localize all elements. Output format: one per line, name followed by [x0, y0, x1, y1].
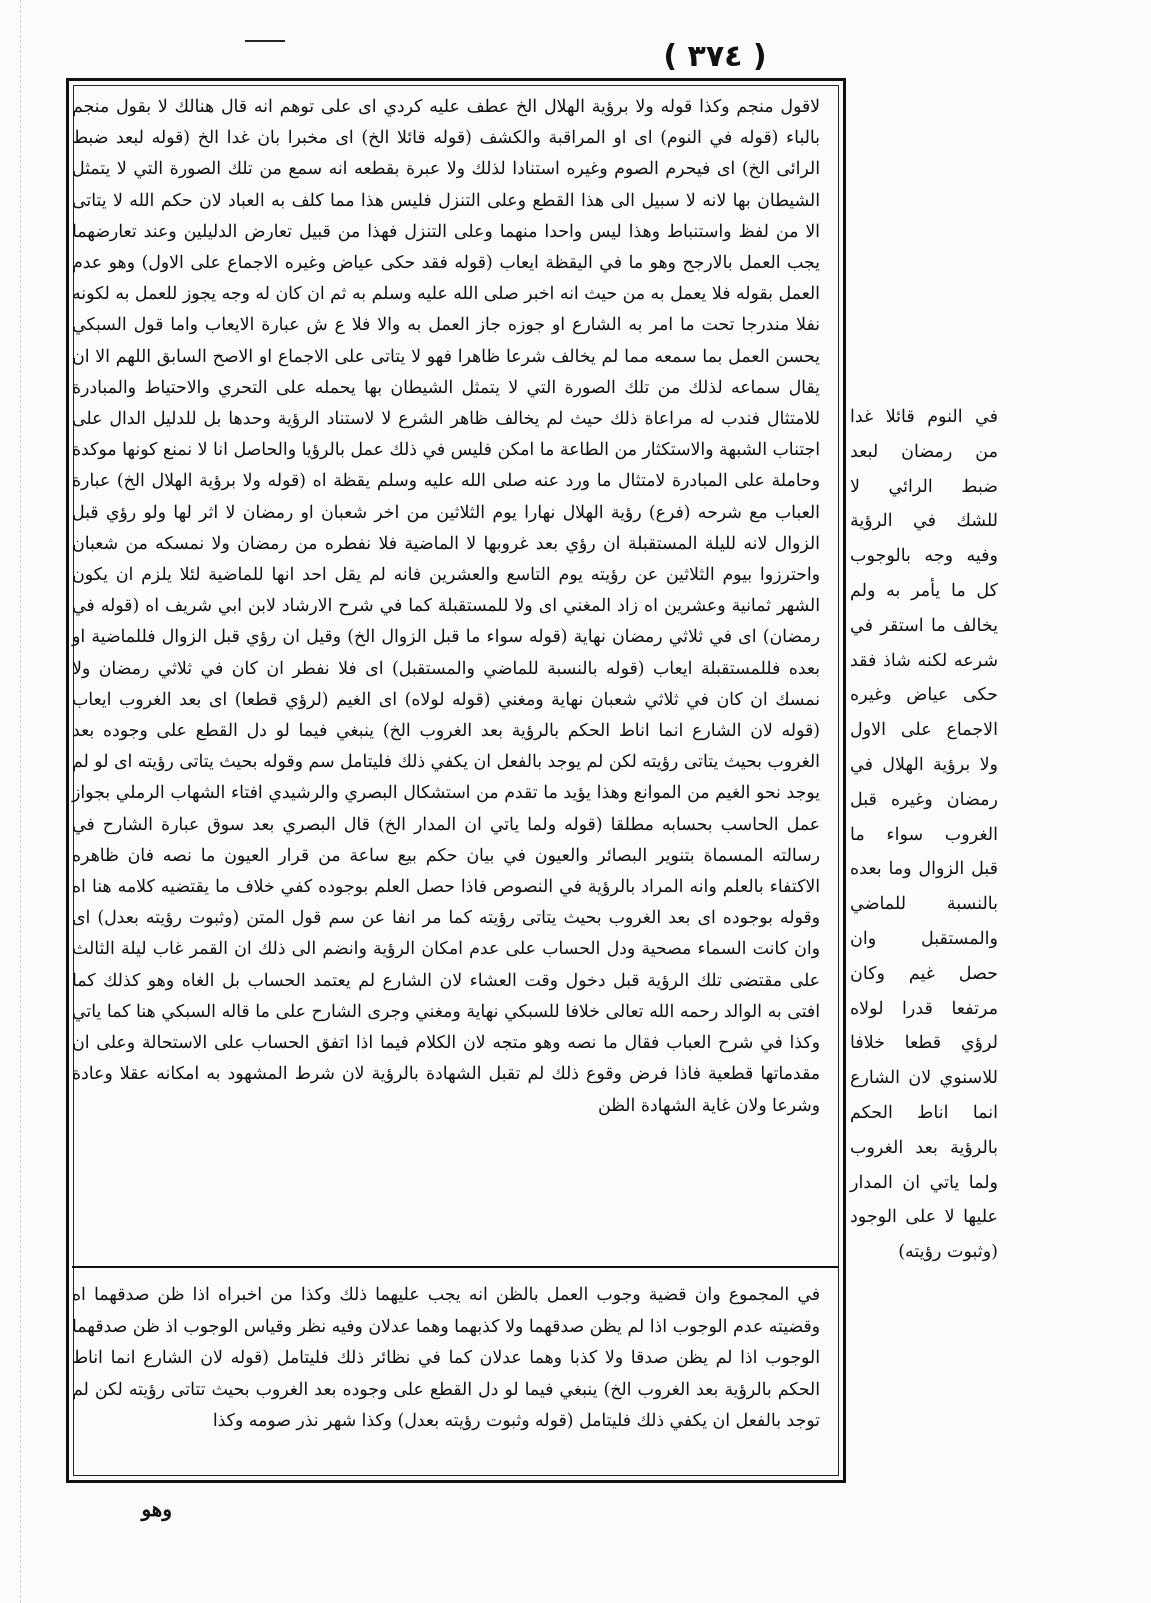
page-number: ( ٣٧٤ ) [663, 39, 767, 74]
catchword: وهو [141, 1497, 172, 1521]
footnote-divider [72, 1266, 838, 1268]
margin-matn-text: في النوم قائلا غدا من رمضان لبعد ضبط الرائي لا للشك في الرؤية وفيه وجه بالوجوب كل ما يأمر به ولم يخالف ما استقر في شرعه لكنه شاذ فقد حكى عياض وغيره الاجماع على الاول ولا برؤية الهلال في رمضان وغيره قبل الغروب سواء ما قبل الزوال وما بعده بالنسبة للماضي والمستقبل وان حصل غيم وكان مرتفعا قدرا لولاه لرؤي قطعا خلافا للاسنوي لان الشارع انما اناط الحكم بالرؤية بعد الغروب ولما ياتي ان المدار عليها لا على الوجود (وثبوت رؤيته) [850, 407, 998, 1263]
footnote-text: في المجموع وان قضية وجوب العمل بالظن انه يجب عليهما ذلك وكذا من اخبراه اذا ظن صدقهما اه وقضيته عدم الوجوب اذا لم يظن صدقهما ولا كذبهما وهما عدلان وفيه نظر وقياس الوجوب اذ ظن صدقهما الوجوب اذا لم يظن صدقا ولا كذبا وهما عدلان كما في نظائر ذلك فليتامل (قوله لان الشارع انما اناط الحكم بالرؤية بعد الغروب الخ) ينبغي فيما لو دل القطع على وجوده بعد الغروب بحيث تتاتى رؤيته لكن لم توجد بالفعل ان يكفي ذلك فليتامل (قوله وثبوت رؤيته بعدل) وكذا شهر نذر صومه وكذا [72, 1285, 820, 1431]
main-commentary-text: لاقول منجم وكذا قوله ولا برؤية الهلال الخ عطف عليه كردي اى على توهم انه قال هنالك لا بقول منجم بالباء (قوله في النوم) اى او المراقبة والكشف (قوله قائلا الخ) اى مخبرا بان غدا الخ (قوله لبعد ضبط الرائى الخ) اى فيحرم الصوم وغيره استنادا لذلك ولا عبرة بقطعه انه سمع من تلك الصورة التي لا يتمثل الشيطان بها لانه لا سبيل الى هذا القطع وعلى التنزل فليس هذا مما كلف به العباد لان حكم الله لا يتاتى الا من لفظ واستنباط وهذا ليس واحدا منهما وعلى التنزل فهذا من قبيل تعارض الدليلين وعند تعارضهما يجب العمل بالارجح وهو ما في اليقظة ايعاب (قوله فقد حكى عياض وغيره الاجماع على الاول) وهو عدم العمل بقوله فلا يعمل به من حيث انه اخبر صلى الله عليه وسلم به ثم ان كان له وجه يجوز للعمل به لكونه نفلا مندرجا تحت ما امر به الشارع او جوزه جاز العمل به والا فلا ع ش عبارة الايعاب واما قول السبكي يحسن العمل بما سمعه مما لم يخالف شرعا ظاهرا فهو لا يتاتى على الاجماع او الاصح السابق اللهم الا ان يقال سماعه لذلك من تلك الصورة التي لا يتمثل الشيطان بها يحمله على التحري والاحتياط والمبادرة للامتثال فندب له مراعاة ذلك حيث لم يخالف ظاهر الشرع لا لاستناد الرؤية وحدها بل للدليل الدال على اجتناب الشبهة والاستكثار من الطاعة ما امكن فليس في ذلك عمل بالرؤيا والحاصل انا لا نمنع كونها موكدة وحاملة على المبادرة لامتثال ما ورد عنه صلى الله عليه وسلم يقظة اه (قوله ولا برؤية الهلال الخ) عبارة العباب مع شرحه (فرع) رؤية الهلال نهارا يوم الثلاثين من اخر شعبان او رمضان لا اثر لها ولو رؤي قبل الزوال لانه لليلة المستقبلة ان رؤي بعد غروبها لا الماضية فلا نفطره من رمضان ولا نمسكه من شعبان واحترزوا بيوم الثلاثين عن رؤيته يوم التاسع والعشرين فانه لم يقل احد انها للماضية لئلا يلزم ان يكون الشهر ثمانية وعشرين اه زاد المغني اى ولا للمستقبلة كما في شرح الارشاد لابن ابي شريف اه (قوله في رمضان) اى في ثلاثي رمضان نهاية (قوله سواء ما قبل الزوال الخ) وقيل ان رؤي قبل الزوال فللماضية او بعده فللمستقبلة ايعاب (قوله بالنسبة للماضي والمستقبل) اى فلا نفطر ان كان في ثلاثي رمضان ولا نمسك ان كان في ثلاثي شعبان نهاية ومغني (قوله لولاه) اى الغيم (لرؤي قطعا) اى بعد الغروب ايعاب (قوله لان الشارع انما اناط الحكم بالرؤية بعد الغروب الخ) ينبغي فيما لو دل القطع على وجوده بعد الغروب بحيث يتاتى رؤيته لكن لم يوجد بالفعل ان يكفي ذلك فليتامل سم وقوله بحيث يتاتى رؤيته اى لو لم يوجد نحو الغيم من الموانع وهذا يؤيد ما تقدم من استشكال البصري والرشيدي افتاء الشهاب الرملي بجواز عمل الحاسب بحسابه مطلقا (قوله ولما ياتي ان المدار الخ) قال البصري بعد سوق عبارة الشارح في رسالته المسماة بتنوير البصائر والعيون في بيان حكم بيع ساعة من قرار العيون ما نصه فان ظاهره الاكتفاء بالعلم وانه المراد بالرؤية في النصوص فاذا حصل العلم بوجوده كفي خلاف ما يقتضيه كلامه هنا اه وقوله بوجوده اى بعد الغروب بحيث يتاتى رؤيته كما مر انفا عن سم قول المتن (وثبوت رؤيته بعدل) اى وان كانت السماء مصحية ودل الحساب على عدم امكان الرؤية وانضم الى ذلك ان القمر غاب ليلة الثالث على مقتضى تلك الرؤية قبل دخول وقت العشاء لان الشارع لم يعتمد الحساب بل الغاه وهو كذلك كما افتى به الوالد رحمه الله تعالى خلافا للسبكي نهاية ومغني وجرى الشارح على ما قاله السبكي هنا كما ياتي وكذا في شرح العباب فقال ما نصه وهو متجه لان الكلام فيما اذا اتفق الحساب على الاستحالة وعلى ان مقدماتها قطعية فاذا فرض وقوع ذلك لم تقبل الشهادة بالرؤية لان شرط المشهود به امكانه عقلا وعادة وشرعا ولان غاية الشهادة الظن [72, 97, 820, 1116]
scan-gutter-line [20, 0, 21, 1603]
header-rule [245, 40, 285, 42]
